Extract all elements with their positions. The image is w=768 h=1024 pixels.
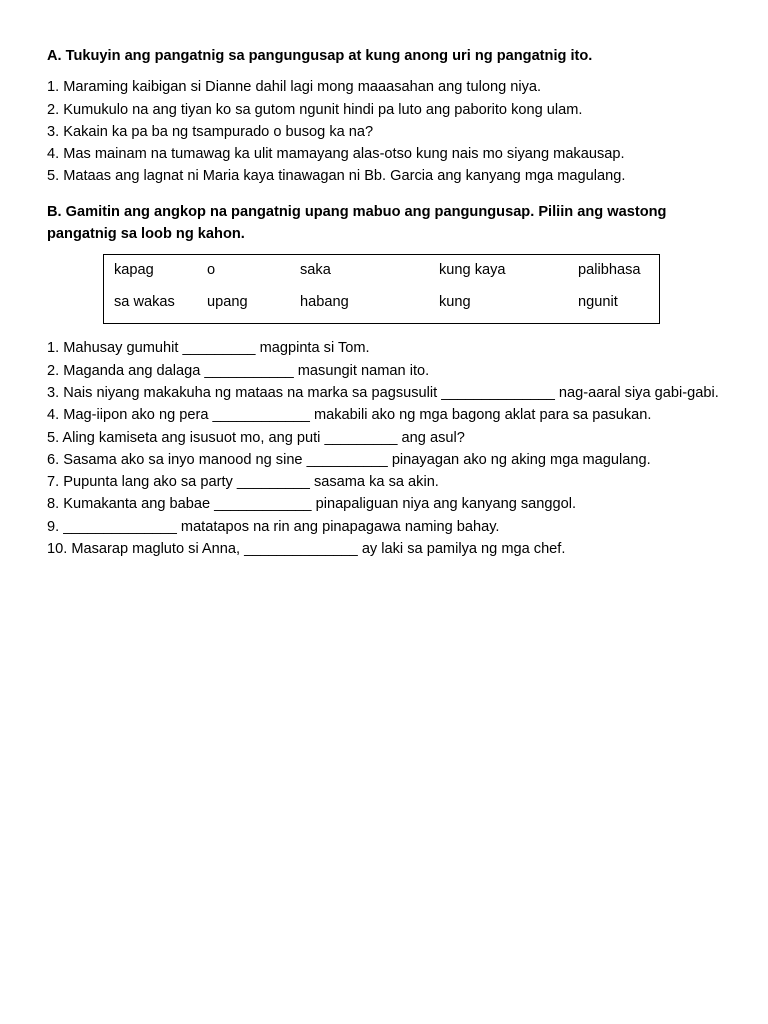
word-box-word: saka (300, 262, 331, 279)
worksheet-page (47, 45, 737, 560)
list-item: 10. Masarap magluto si Anna, ______________ ay laki sa pamilya ng mga chef. (47, 541, 566, 558)
list-item: 3. Nais niyang makakuha ng mataas na marka sa pagsusulit ______________ nag-aaral siya gabi-gabi. (47, 384, 719, 401)
list-item: 4. Mag-iipon ako ng pera ____________ makabili ako ng mga bagong aklat para sa pasukan. (47, 407, 652, 424)
list-item: 4. Mas mainam na tumawag ka ulit mamayang alas-otso kung nais mo siyang makausap. (47, 146, 625, 163)
word-box-word: ngunit (578, 294, 618, 311)
section-b (47, 201, 737, 561)
list-item: 8. Kumakanta ang babae ____________ pinapaliguan niya ang kanyang sanggol. (47, 496, 577, 513)
list-item: 2. Kumukulo na ang tiyan ko sa gutom ngunit hindi pa luto ang paborito kong ulam. (47, 101, 583, 118)
section-b-list (47, 337, 737, 560)
word-box-word: habang (300, 294, 349, 311)
list-item: 5. Aling kamiseta ang isusuot mo, ang puti _________ ang asul? (47, 429, 465, 446)
list-item: 6. Sasama ako sa inyo manood ng sine __________ pinayagan ako ng aking mga magulang. (47, 451, 651, 468)
section-b-heading: B. Gamitin ang angkop na pangatnig upang mabuo ang pangungusap. Piliin ang wastong pangatnig sa loob ng kahon. (47, 203, 667, 243)
section-a-list (47, 76, 737, 187)
list-item: 1. Maraming kaibigan si Dianne dahil lagi mong maaasahan ang tulong niya. (47, 79, 542, 96)
word-box-word: o (207, 262, 216, 279)
word-box-word: upang (207, 294, 248, 311)
list-item: 3. Kakain ka pa ba ng tsampurado o busog ka na? (47, 123, 374, 140)
word-box-word: sa wakas (114, 294, 175, 311)
section-a-heading: A. Tukuyin ang pangatnig sa pangungusap at kung anong uri ng pangatnig ito. (47, 48, 593, 64)
word-box-word: palibhasa (578, 262, 641, 279)
list-item: 7. Pupunta lang ako sa party _________ sasama ka sa akin. (47, 474, 439, 491)
word-box (103, 254, 660, 324)
list-item: 2. Maganda ang dalaga ___________ masungit naman ito. (47, 362, 430, 379)
list-item: 5. Mataas ang lagnat ni Maria kaya tinawagan ni Bb. Garcia ang kanyang mga magulang. (47, 168, 626, 185)
word-box-word: kung (439, 294, 471, 311)
list-item: 1. Mahusay gumuhit _________ magpinta si Tom. (47, 340, 370, 357)
list-item: 9. ______________ matatapos na rin ang pinapagawa naming bahay. (47, 518, 500, 535)
word-box-word: kapag (114, 262, 154, 279)
section-a (47, 45, 737, 188)
word-box-word: kung kaya (439, 262, 506, 279)
